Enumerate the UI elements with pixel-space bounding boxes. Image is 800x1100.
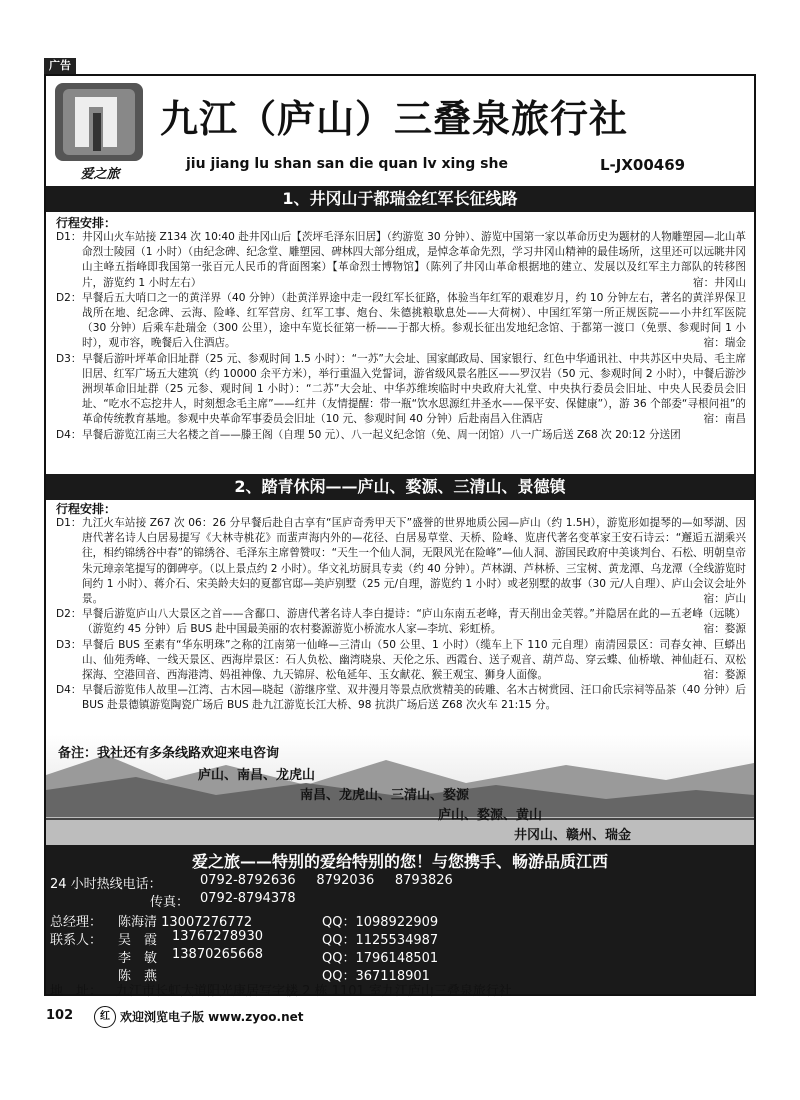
day-lodging: 宿：南昌 [703, 413, 746, 426]
day-text: 早餐后游览伟人故里—江湾、古木园—晓起（游继序堂、双井漫月等景点欣赏精美的砖雕、名木古树赏园、汪口俞氏宗祠等品茶（40 分钟）后 BUS 赴景德镇游览陶瓷广场后 BUS 赴九江游览长江大桥、98 抗洪广场后送 Z68 次火车 21:15 分。 [82, 684, 746, 712]
day-text: 九江火车站接 Z67 次 06：26 分早餐后赴自古享有“匡庐奇秀甲天下”盛誉的世界地质公园—庐山（约 1.5H），游览形如提琴的—如琴湖、因唐代著名诗人白居易提写《大林寺桃花》而蜚声海内外的—花径、白居易草堂、天桥、险峰、览唐代著名变革家王安石诗云：“邂逅五湖乘兴往，相约锦绣谷中春”的锦绣谷、毛泽东主席曾赞叹：“天生一个仙人洞，无限风光在险峰”—仙人洞、游国民政府中美谈判台、石松、明朝皇帝朱元璋亲笔提写的御碑亭。（以上景点约 2 小时）。华文礼坊厨具专卖（约 40 分钟）。芦林湖、芦林桥、三宝树、黄龙潭、乌龙潭（全线游览时间约 1 小时）、蒋介石、宋美龄夫妇的夏都官邸—美庐别墅（25 元/自理，游览约 1 小时）或老别墅的故事（30 元/人自理）、庐山会议会址外景。 宿：庐山 [82, 516, 746, 607]
section1-day-3 [56, 352, 746, 428]
contact-2-phone: 13870265668 [172, 947, 263, 962]
day-lodging: 宿：瑞金 [703, 337, 746, 350]
day-text: 早餐后五大哨口之一的黄洋界（40 分钟）（赴黄洋界途中走一段红军长征路，体验当年红军的艰难岁月，约 10 分钟左右，著名的黄洋界保卫战所在地、纪念碑、云海、险峰、红军营房、红军工事、炮台、朱德挑粮歇息处——大荷树）、中国红军第一所正规医院——小井红军医院（30 分钟）后乘车赴瑞金（300 公里），途中车览长征第一桥——于都大桥。参观长征出发地纪念馆、于都第一渡口（免票、参观时间 1 小时），观市容，晚餐后入住酒店。 宿：瑞金 [82, 291, 746, 352]
hotline-label: 24 小时热线电话： [50, 877, 162, 892]
section2-label: 行程安排： [56, 502, 117, 516]
day-text: 早餐后游览江南三大名楼之首——滕王阁（自理 50 元）、八一起义纪念馆（免、周一闭馆）八一广场后送 Z68 次 20:12 分送团 [82, 428, 681, 441]
day-label: D1： [56, 231, 82, 243]
day-label: D4： [56, 428, 82, 441]
contact-1-name: 吴 霞 [118, 933, 158, 948]
fax-number: 0792-8794378 [200, 891, 296, 906]
contact-3-qq: QQ：367118901 [322, 969, 430, 984]
route-3: 庐山、婺源、黄山 [438, 808, 543, 823]
contact-1-phone: 13767278930 [172, 929, 263, 944]
logo-caption: 爱之旅 [80, 167, 120, 182]
day-label: D3： [56, 638, 82, 651]
address-label: 地 址： [50, 984, 103, 999]
section1-day-1 [56, 230, 746, 291]
people-label: 联系人： [50, 933, 103, 948]
license-number: L-JX00469 [600, 156, 686, 174]
contact-1-qq: QQ：1125534987 [322, 933, 439, 948]
day-lodging: 宿：婺源 [703, 623, 746, 636]
day-label: D3： [56, 352, 82, 365]
notes-heading: 备注：我社还有多条线路欢迎来电咨询 [58, 746, 280, 761]
section1-day-4 [56, 428, 746, 443]
day-text: 早餐后游叶坪革命旧址群（25 元、参观时间 1.5 小时）：“一苏”大会址、国家邮政局、国家银行、红色中华通讯社、中共苏区中央局、毛主席旧居、红军广场五大建筑（约 10000 余平方米），举行重温入党誓词，游省级风景名胜区——罗汉岩（50 元、参观时间 2 小时），中餐后游沙洲坝革命旧址群（25 元参、观时间 1 小时）：“二苏”大会址、中华苏维埃临时中央政府大礼堂、中央执行委员会旧址、中央人民委员会旧址、“吃水不忘挖井人，时刻想念毛主席”——红井（友情提醒：带一瓶“饮水思源红井圣水——保平安、保健康”），游 36 个部委“寻根问祖”的革命传统教育基地。参观中央革命军事委员会旧址（10 元、参观时间 40 分钟）后赴南昌入住酒店 宿：南昌 [82, 352, 746, 428]
day-text: 早餐后 BUS 至素有“华东明珠”之称的江南第一仙峰—三清山（50 公里、1 小时）（缆车上下 110 元自理）南清园景区：司春女神、巨蟒出山、仙苑秀峰、一线天景区、西海岸景区：石人负松、幽湾晓泉、天伦之乐、西霞台、送子观音、葫芦岛、穿云蝶、仙桥墩、神仙赶石、双松探海、空港回音、西海港湾、妈祖神像、九天锦屏、松龟延年、玉女献花、猴王观宝、狮身人面像。 宿：婺源 [82, 638, 746, 684]
day-lodging: 宿：庐山 [703, 593, 746, 606]
route-2: 南昌、龙虎山、三清山、婺源 [300, 788, 470, 803]
address: 九江市长虹大道阳光康居写字楼 2 栋 1101 室九江庐山三叠泉旅行社 [116, 984, 512, 999]
magazine-seal: 红 [94, 1006, 116, 1028]
day-label: D2： [56, 291, 82, 304]
section1-title: 1、井冈山于都瑞金红军长征线路 [46, 186, 754, 212]
contact-2-name: 李 敏 [118, 951, 158, 966]
day-lodging: 宿：婺源 [703, 669, 746, 682]
section1-label: 行程安排： [56, 216, 117, 230]
section1-itinerary [56, 230, 746, 443]
hotline-numbers: 0792-8792636 8792036 8793826 [200, 873, 453, 888]
day-label: D1： [56, 517, 82, 529]
section2-day-1 [56, 516, 746, 607]
contact-2-qq: QQ：1796148501 [322, 951, 439, 966]
ad-tag: 广告 [44, 58, 76, 74]
section2-itinerary [56, 516, 746, 714]
route-4: 井冈山、赣州、瑞金 [514, 828, 632, 843]
fax-label: 传真： [150, 895, 190, 910]
page-number: 102 [46, 1008, 74, 1023]
manager-qq: QQ：1098922909 [322, 915, 439, 930]
day-label: D4： [56, 684, 82, 697]
agency-title: 九江（庐山）三叠泉旅行社 [160, 97, 629, 141]
day-text: 早餐后游览庐山八大景区之首——含鄱口、游唐代著名诗人李白提诗：“庐山东南五老峰，青天削出金芙蓉。”并隐居在此的—五老峰（远眺）（游览约 45 分钟）后 BUS 赴中国最美丽的农村婺源游览小桥流水人家—李坑、彩虹桥。 宿：婺源 [82, 607, 746, 637]
day-text: 井冈山火车站接 Z134 次 10:40 赴井冈山后【茨坪毛泽东旧居】（约游览 30 分钟）、游览中国第一家以革命历史为题材的人物雕塑园—北山革命烈士陵园（1 小时）（由纪念碑、纪念堂、雕塑园、碑林四大部分组成，是悼念革命先烈，学习井冈山精神的最佳场所，这里还可以远眺井冈山主峰五指峰即我国第一张百元人民币的背面图案）【革命烈士博物馆】（陈列了井冈山革命根据地的建立、发展以及红军主力部队的转移图片，游览约 1 小时左右） 宿：井冈山 [82, 230, 746, 291]
agency-pinyin: jiu jiang lu shan san die quan lv xing she [186, 156, 508, 172]
section2-day-3 [56, 638, 746, 684]
contact-panel [46, 845, 754, 994]
manager-label: 总经理： [50, 915, 103, 930]
day-lodging: 宿：井冈山 [693, 276, 746, 289]
section2-day-2 [56, 607, 746, 637]
slogan: 爱之旅——特别的爱给特别的您！与您携手、畅游品质江西 [191, 852, 608, 871]
section1-day-2 [56, 291, 746, 352]
route-1: 庐山、南昌、龙虎山 [198, 768, 316, 783]
day-label: D2： [56, 608, 82, 621]
section2-title: 2、踏青休闲——庐山、婺源、三清山、景德镇 [46, 474, 754, 500]
footer-welcome: 欢迎浏览电子版 www.zyoo.net [120, 1010, 304, 1024]
section2-day-4 [56, 683, 746, 713]
manager: 陈海清 13007276772 [118, 915, 253, 930]
contact-3-name: 陈 燕 [118, 969, 158, 984]
